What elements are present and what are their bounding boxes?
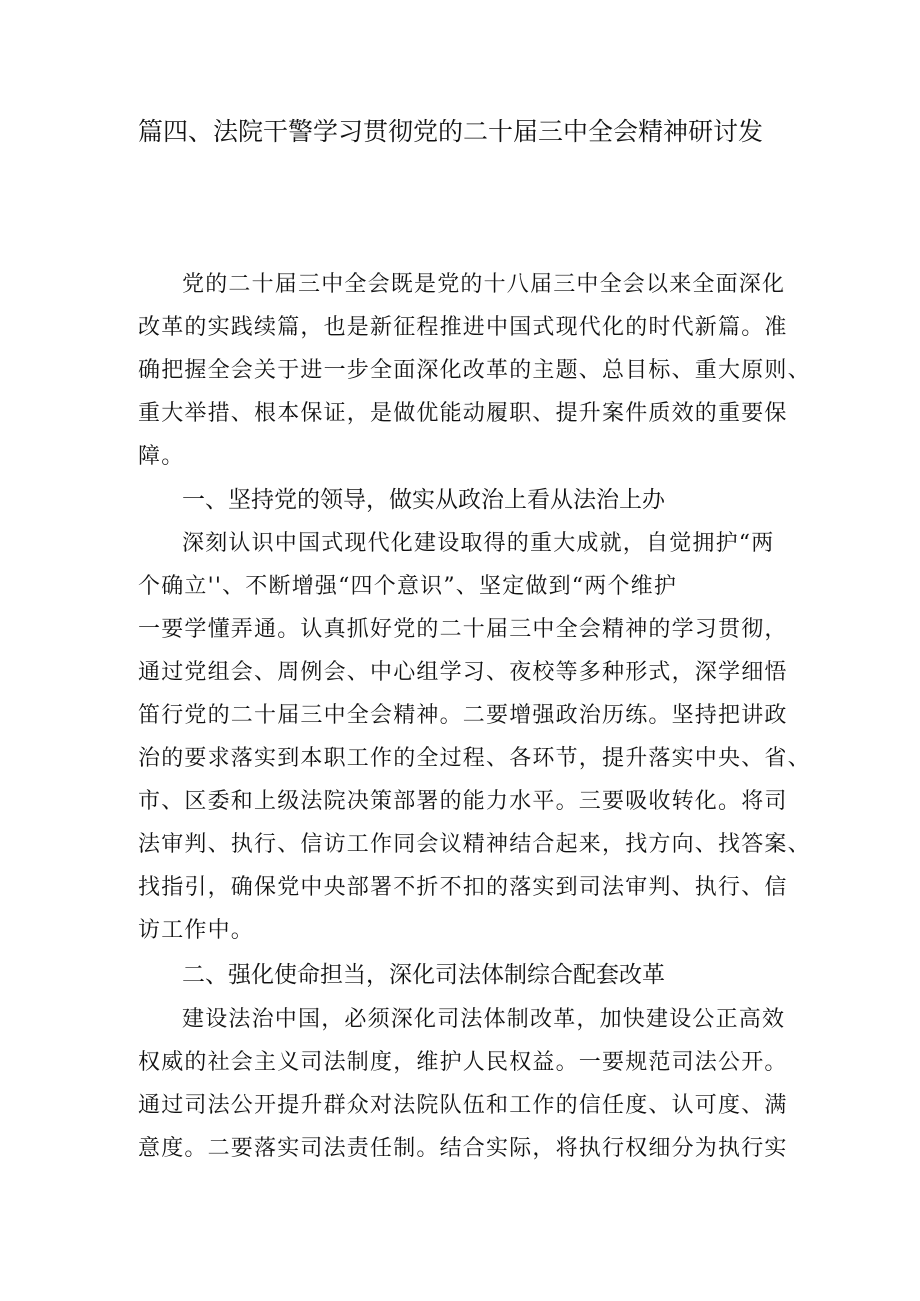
paragraph-line: 重大举措、根本保证，是做优能动履职、提升案件质效的重要保 [138, 401, 788, 426]
paragraph-line: 找指引，确保党中央部署不折不扣的落实到司法审判、执行、信 [138, 875, 788, 900]
paragraph-line: 改革的实践续篇，也是新征程推进中国式现代化的时代新篇。准 [138, 315, 788, 340]
paragraph-line: 障。 [138, 444, 185, 469]
paragraph-line: 通过党组会、周例会、中心组学习、夜校等多种形式，深学细悟 [138, 660, 788, 685]
paragraph-line: 访工作中。 [138, 918, 255, 943]
section-heading: 二、强化使命担当，深化司法体制综合配套改革 [182, 962, 665, 988]
paragraph-line: 治的要求落实到本职工作的全过程、各环节，提升落实中央、省、 [138, 746, 811, 771]
section-heading: 一、坚持党的领导，做实从政治上看从法治上办 [182, 487, 665, 513]
paragraph-line: 市、区委和上级法院决策部署的能力水平。三要吸收转化。将司 [138, 789, 788, 814]
paragraph-line: 权威的社会主义司法制度，维护人民权益。一要规范司法公开。 [138, 1050, 788, 1075]
paragraph-line: 笛行党的二十届三中全会精神。二要增强政治历练。坚持把讲政 [138, 703, 788, 728]
paragraph-line: 党的二十届三中全会既是党的十八届三中全会以来全面深化 [182, 272, 786, 297]
document-title: 篇四、法院干警学习贯彻党的二十届三中全会精神研讨发 [138, 117, 764, 146]
paragraph-line: 法审判、执行、信访工作同会议精神结合起来，找方向、找答案、 [138, 832, 811, 857]
paragraph-line: 确把握全会关于进一步全面深化改革的主题、总目标、重大原则、 [138, 358, 811, 383]
paragraph-line: 通过司法公开提升群众对法院队伍和工作的信任度、认可度、满 [138, 1093, 788, 1118]
paragraph-line: 一要学懂弄通。认真抓好党的二十届三中全会精神的学习贯彻， [138, 617, 788, 642]
paragraph-line: 意度。二要落实司法责任制。结合实际，将执行权细分为执行实 [138, 1136, 788, 1161]
paragraph-line: 建设法治中国，必须深化司法体制改革，加快建设公正高效 [182, 1007, 786, 1032]
paragraph-line: 个确立''、不断增强“四个意识”、坚定做到“两个维护 [138, 574, 678, 599]
paragraph-line: 深刻认识中国式现代化建设取得的重大成就，自觉拥护“两 [182, 531, 775, 556]
